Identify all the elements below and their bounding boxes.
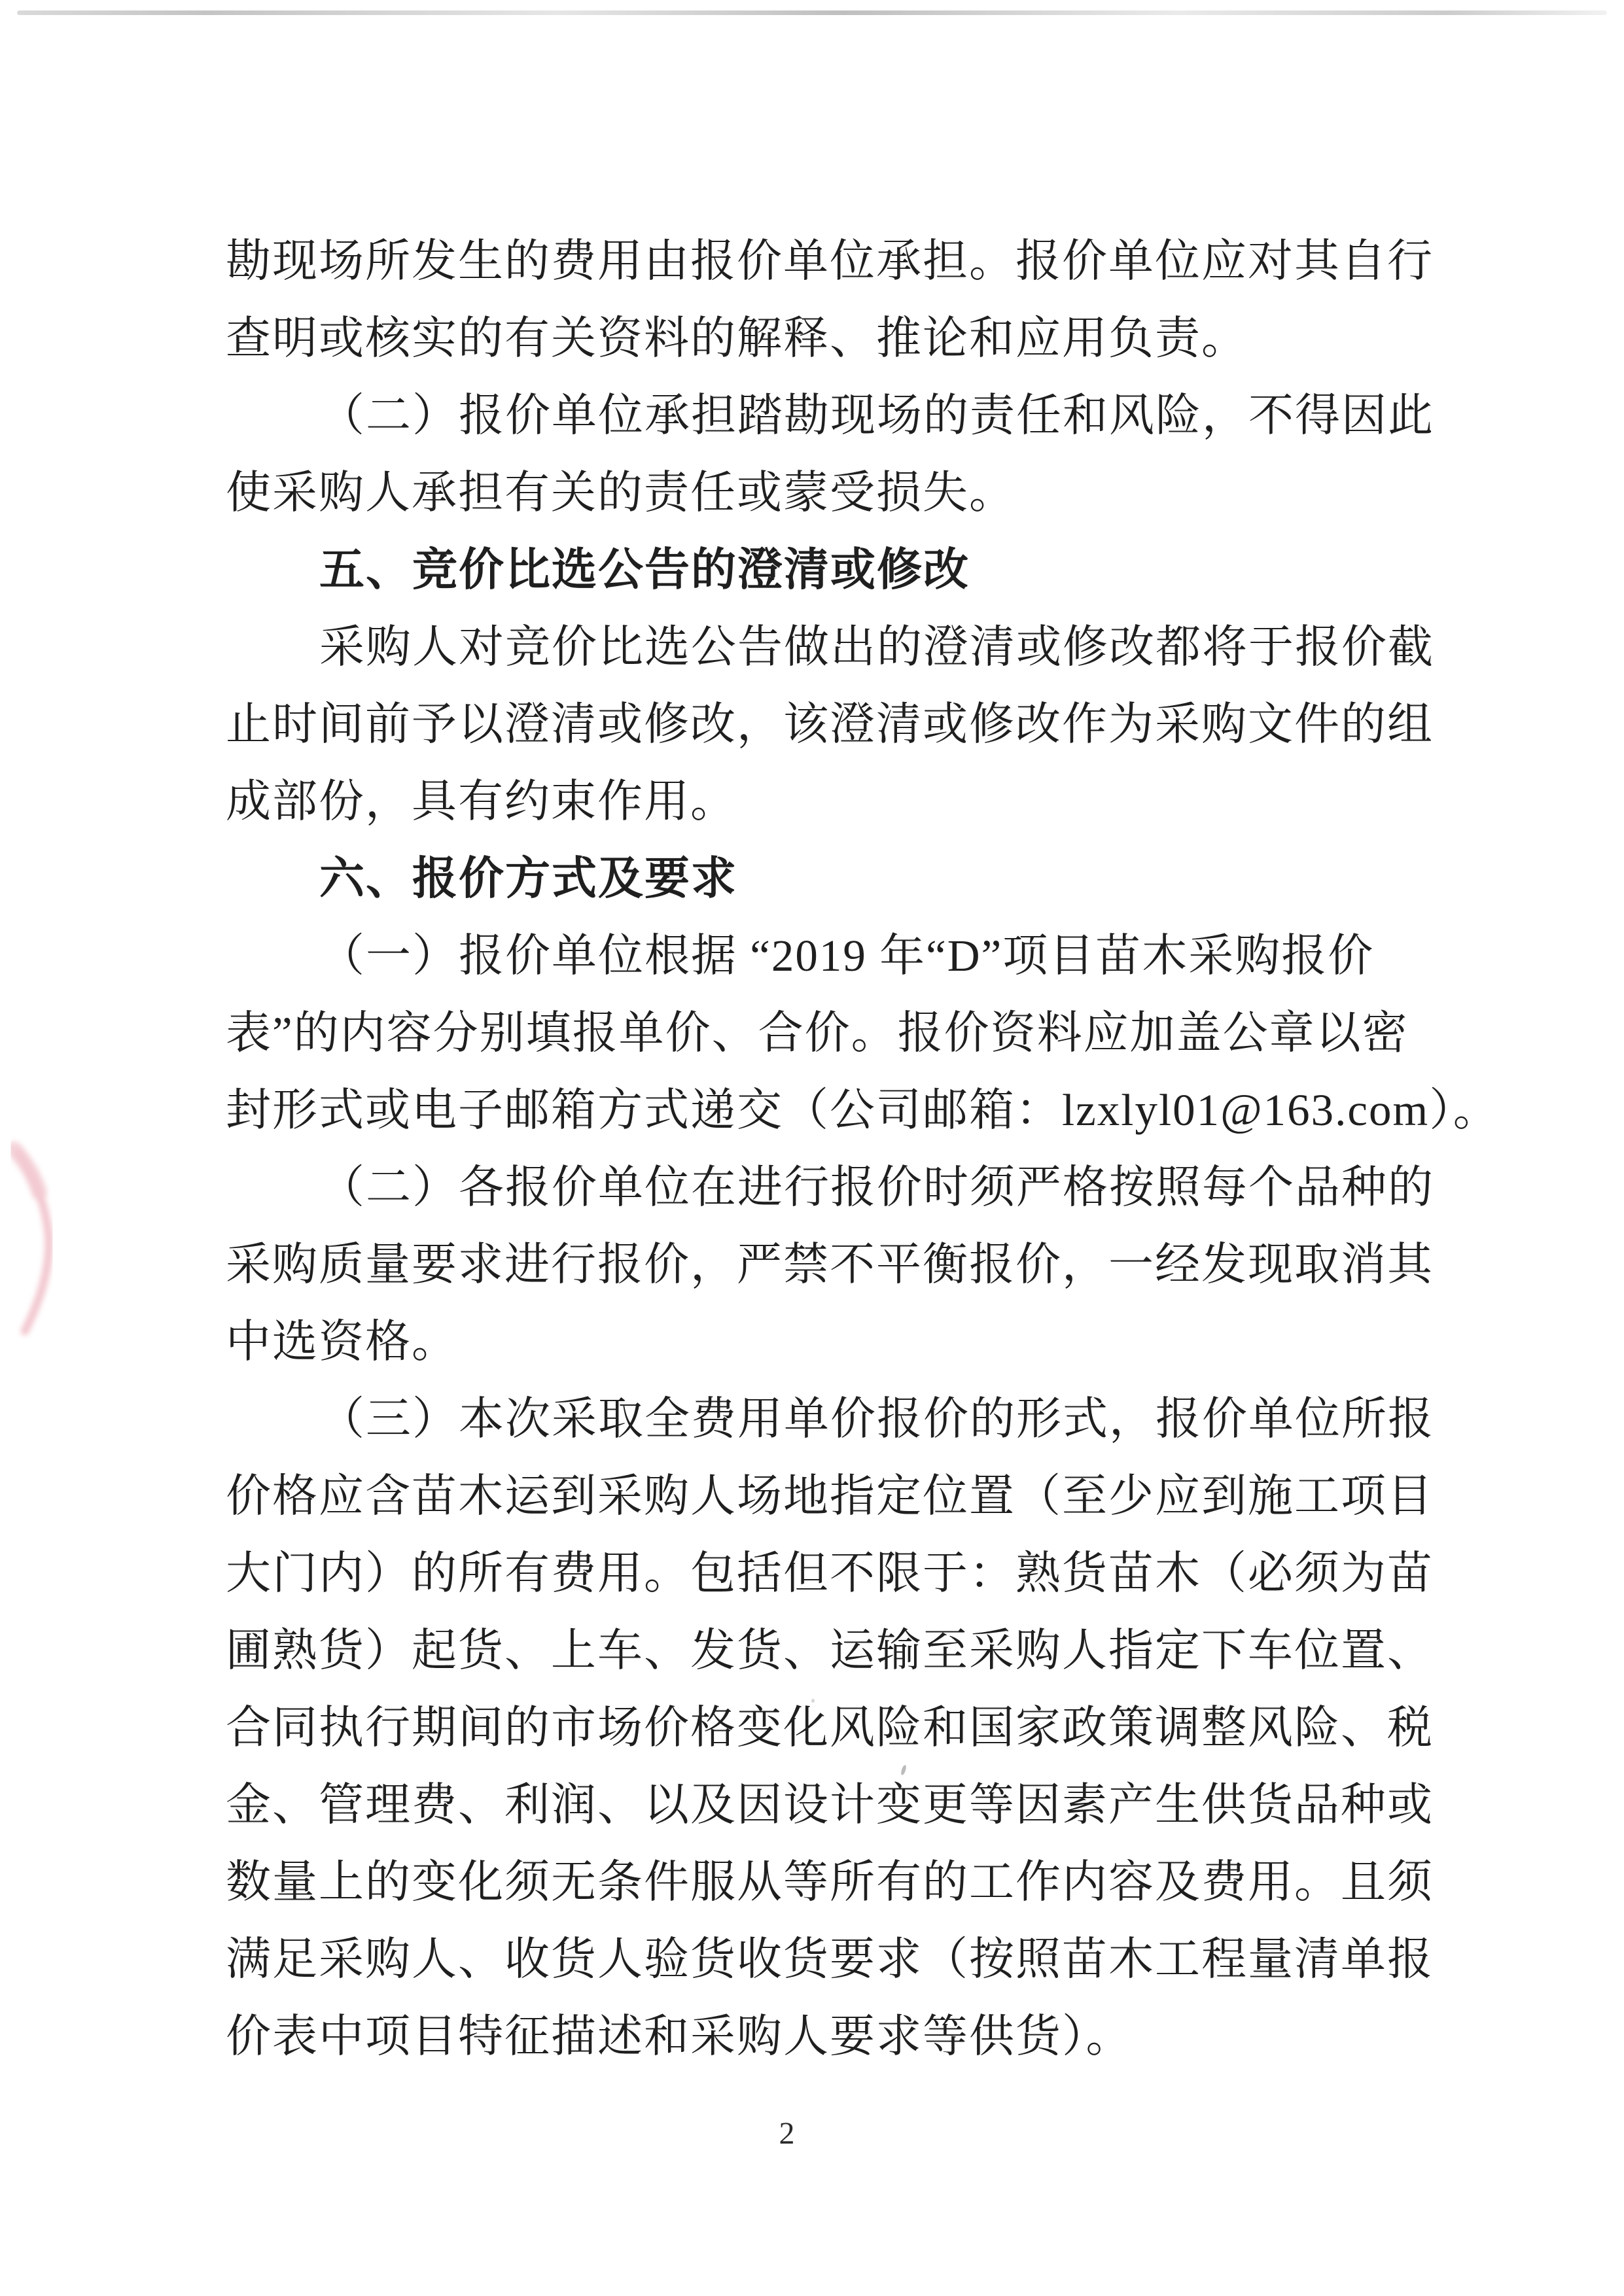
text-line: 封形式或电子邮箱方式递交（公司邮箱：lzxlyl01@163.com）。	[226, 1085, 1500, 1135]
text-line: 满足采购人、收货人验货收货要求（按照苗木工程量清单报	[226, 1934, 1434, 1984]
scan-speck	[811, 1699, 815, 1703]
text-line: 价格应含苗木运到采购人场地指定位置（至少应到施工项目	[226, 1471, 1434, 1521]
text-line: 查明或核实的有关资料的解释、推论和应用负责。	[226, 313, 1248, 363]
text-line: 大门内）的所有费用。包括但不限于：熟货苗木（必须为苗	[226, 1548, 1434, 1598]
smudge-stroke	[14, 1149, 39, 1192]
text-line: 成部份，具有约束作用。	[226, 776, 737, 826]
text-line: 圃熟货）起货、上车、发货、运输至采购人指定下车位置、	[226, 1626, 1434, 1675]
page-number: 2	[779, 2116, 795, 2151]
text-line: 勘现场所发生的费用由报价单位承担。报价单位应对其自行	[226, 236, 1434, 286]
section-heading: 五、竞价比选公告的澄清或修改	[319, 545, 970, 595]
text-line: 数量上的变化须无条件服从等所有的工作内容及费用。且须	[226, 1857, 1434, 1907]
text-line: 采购质量要求进行报价，严禁不平衡报价，一经发现取消其	[226, 1240, 1434, 1289]
text-line: 使采购人承担有关的责任或蒙受损失。	[226, 468, 1015, 517]
text-line: 中选资格。	[226, 1317, 458, 1366]
text-line: （三）本次采取全费用单价报价的形式，报价单位所报	[319, 1394, 1434, 1444]
document-body	[226, 222, 1500, 2075]
text-line: 采购人对竞价比选公告做出的澄清或修改都将于报价截	[319, 622, 1434, 672]
text-line: 价表中项目特征描述和采购人要求等供货）。	[226, 2011, 1133, 2061]
text-line: 金、管理费、利润、以及因设计变更等因素产生供货品种或	[226, 1780, 1434, 1830]
text-line: 合同执行期间的市场价格变化风险和国家政策调整风险、税	[226, 1703, 1434, 1752]
section-heading: 六、报价方式及要求	[319, 854, 737, 903]
text-line: （一）报价单位根据 “2019 年“D”项目苗木采购报价	[319, 931, 1375, 981]
ink-smudge-artifact	[0, 1135, 92, 1351]
text-line: 表”的内容分别填报单价、合价。报价资料应加盖公章以密	[226, 1008, 1409, 1058]
text-line: （二）各报价单位在进行报价时须严格按照每个品种的	[319, 1162, 1434, 1212]
text-line: （二）报价单位承担踏勘现场的责任和风险，不得因此	[319, 391, 1434, 440]
scan-streak-artifact	[17, 10, 1607, 15]
text-line: 止时间前予以澄清或修改，该澄清或修改作为采购文件的组	[226, 699, 1434, 749]
